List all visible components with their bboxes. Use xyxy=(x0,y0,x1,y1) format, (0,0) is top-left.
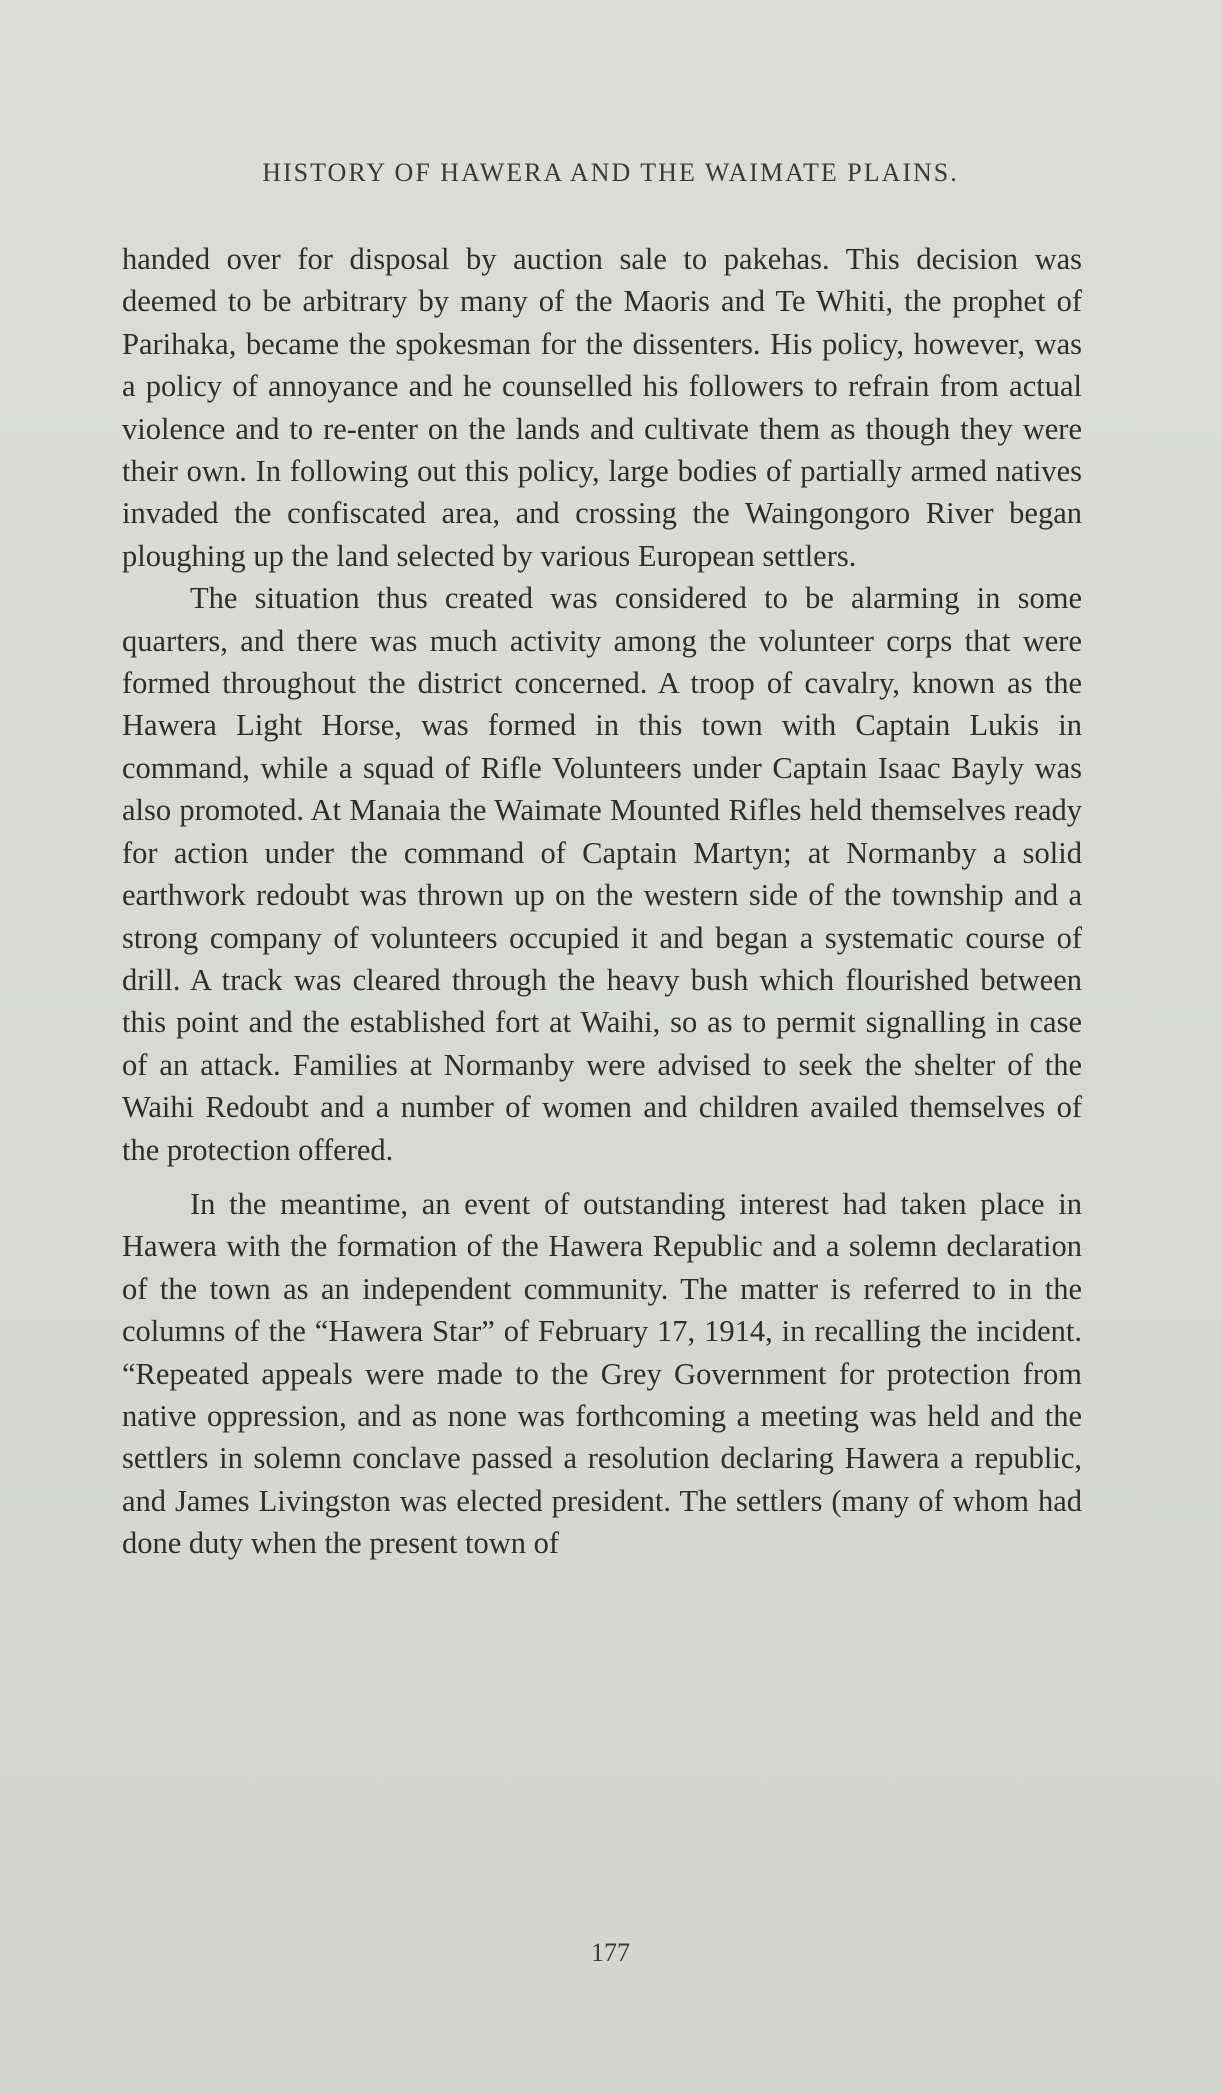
paragraph-3: In the meantime, an event of outstanding interest had taken place in Hawera with the formation of the Hawera Republic and a solemn declaration of the town as an independent community. The matter is referred to in the columns of the “Hawera Star” of February 17, 1914, in recalling the incident. “Repeated appeals were made to the Grey Government for protection from native oppression, and as none was forthcoming a meeting was held and the settlers in solemn conclave passed a resolution declaring Hawera a republic, and James Livingston was elected president. The settlers (many of whom had done duty when the present town of xyxy=(122,1186,1082,1561)
paragraph-2: The situation thus created was considered to be alarming in some quarters, and there was much activity among the volunteer corps that were formed throughout the district concerned. A troop of cavalry, known as the Hawera Light Horse, was formed in this town with Captain Lukis in command, while a squad of Rifle Volunteers under Captain Isaac Bayly was also promoted. At Manaia the Waimate Mounted Rifles held themselves ready for action under the command of Captain Martyn; at Normanby a solid earthwork redoubt was thrown up on the western side of the township and a strong company of volunteers occupied it and began a systematic course of drill. A track was cleared through the heavy bush which flourished between this point and the established fort at Waihi, so as to permit signalling in case of an attack. Families at Normanby were advised to seek the shelter of the Waihi Redoubt and a number of women and children availed themselves of the protection offered. xyxy=(122,581,1082,1167)
paragraph-1: handed over for disposal by auction sale to pakehas. This decision was deemed to be arbitrary by many of the Maoris and Te Whiti, the prophet of Parihaka, became the spokesman for the dissenters. His policy, however, was a policy of annoyance and he counselled his followers to refrain from actual violence and to re-enter on the lands and cultivate them as though they were their own. In following out this policy, large bodies of partially armed natives invaded the confiscated area, and crossing the Waingongoro River began ploughing up the land selected by various European settlers. xyxy=(122,242,1082,573)
running-header: HISTORY OF HAWERA AND THE WAIMATE PLAINS. xyxy=(262,158,959,187)
page-number: 177 xyxy=(591,1938,630,1967)
body-text xyxy=(122,238,1082,1565)
